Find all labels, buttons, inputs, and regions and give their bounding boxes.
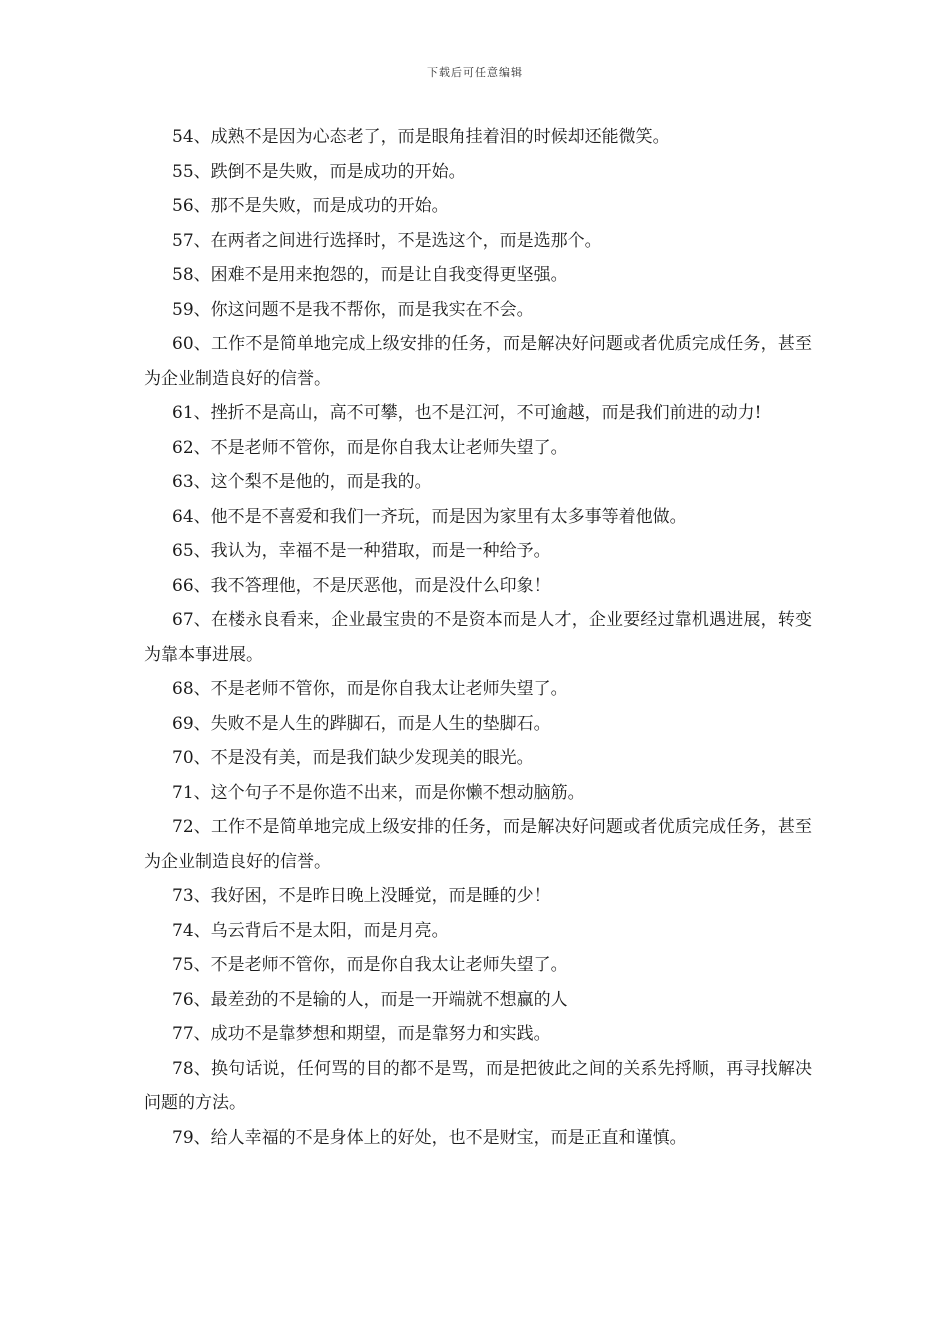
paragraph-56: 56、那不是失败，而是成功的开始。 bbox=[172, 196, 449, 216]
paragraph-76: 76、最差劲的不是输的人，而是一开端就不想赢的人 bbox=[172, 989, 568, 1010]
paragraph-57: 57、在两者之间进行选择时，不是选这个，而是选那个。 bbox=[172, 230, 602, 251]
paragraph-55: 55、跌倒不是失败，而是成功的开始。 bbox=[172, 161, 466, 182]
paragraph-62: 62、不是老师不管你，而是你自我太让老师失望了。 bbox=[172, 437, 568, 458]
document-body bbox=[144, 120, 812, 1155]
paragraph-77: 77、成功不是靠梦想和期望，而是靠努力和实践。 bbox=[172, 1024, 551, 1044]
paragraph-78: 78、换句话说，任何骂的目的都不是骂，而是把彼此之间的关系先捋顺，再寻找解决问题的方法。 bbox=[144, 1058, 812, 1113]
paragraph-73: 73、我好困，不是昨日晚上没睡觉，而是睡的少！ bbox=[172, 886, 551, 906]
paragraph-64: 64、他不是不喜爱和我们一齐玩，而是因为家里有太多事等着他做。 bbox=[172, 506, 687, 527]
paragraph-58: 58、困难不是用来抱怨的，而是让自我变得更坚强。 bbox=[172, 265, 568, 285]
paragraph-75: 75、不是老师不管你，而是你自我太让老师失望了。 bbox=[172, 955, 568, 975]
page-header: 下载后可任意编辑 bbox=[427, 66, 523, 79]
paragraph-68: 68、不是老师不管你，而是你自我太让老师失望了。 bbox=[172, 679, 568, 699]
paragraph-60: 60、工作不是简单地完成上级安排的任务，而是解决好问题或者优质完成任务，甚至为企业制造良好的信誉。 bbox=[144, 334, 812, 389]
paragraph-67: 67、在楼永良看来，企业最宝贵的不是资本而是人才，企业要经过靠机遇进展，转变为靠本事进展。 bbox=[144, 610, 812, 665]
paragraph-72: 72、工作不是简单地完成上级安排的任务，而是解决好问题或者优质完成任务，甚至为企业制造良好的信誉。 bbox=[144, 817, 812, 872]
paragraph-79: 79、给人幸福的不是身体上的好处，也不是财宝，而是正直和谨慎。 bbox=[172, 1127, 687, 1148]
paragraph-59: 59、你这问题不是我不帮你，而是我实在不会。 bbox=[172, 299, 534, 320]
paragraph-66: 66、我不答理他，不是厌恶他，而是没什么印象！ bbox=[172, 575, 551, 596]
paragraph-71: 71、这个句子不是你造不出来，而是你懒不想动脑筋。 bbox=[172, 782, 585, 803]
paragraph-65: 65、我认为，幸福不是一种猎取，而是一种给予。 bbox=[172, 541, 551, 561]
paragraph-61: 61、挫折不是高山，高不可攀，也不是江河，不可逾越，而是我们前进的动力! bbox=[172, 403, 762, 423]
paragraph-74: 74、乌云背后不是太阳，而是月亮。 bbox=[172, 920, 449, 941]
paragraph-70: 70、不是没有美，而是我们缺少发现美的眼光。 bbox=[172, 748, 534, 768]
paragraph-69: 69、失败不是人生的跸脚石，而是人生的垫脚石。 bbox=[172, 713, 551, 734]
paragraph-54: 54、成熟不是因为心态老了，而是眼角挂着泪的时候却还能微笑。 bbox=[172, 127, 670, 147]
paragraph-63: 63、这个梨不是他的，而是我的。 bbox=[172, 472, 432, 492]
